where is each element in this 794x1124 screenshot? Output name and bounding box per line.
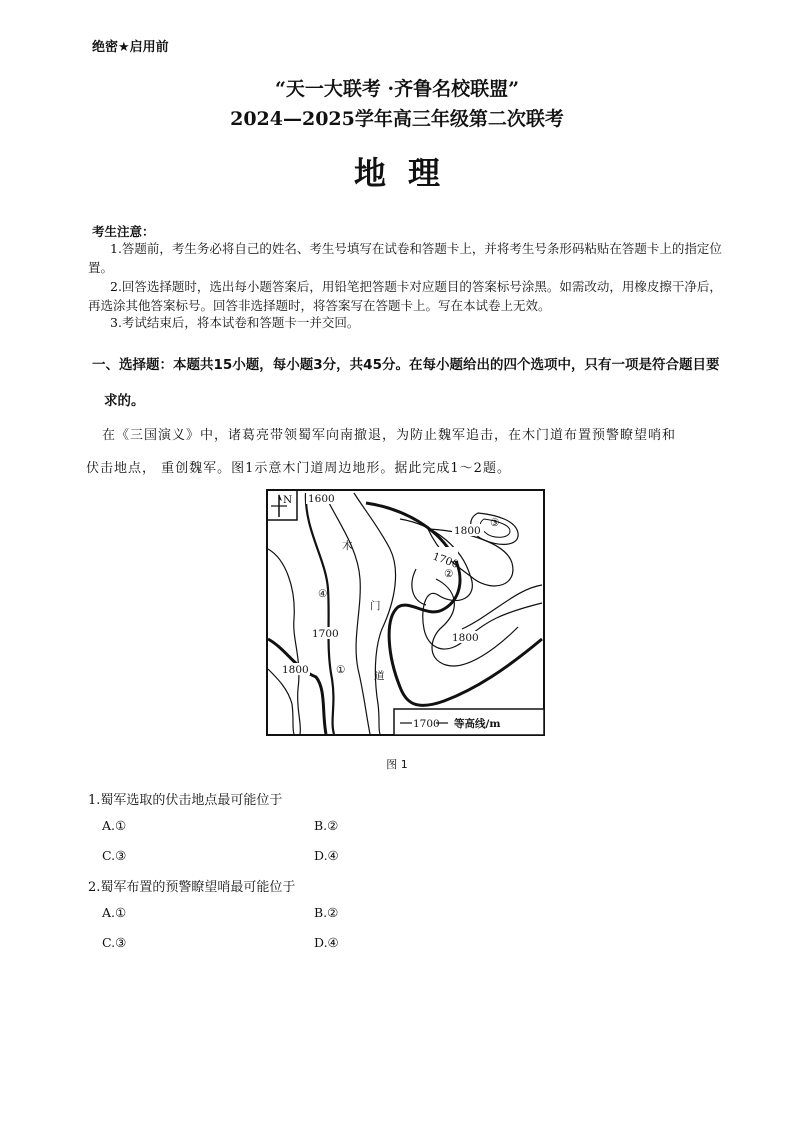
question-1-stem: 1.蜀军选取的伏击地点最可能位于 [88,793,283,808]
road-label-char: 木 [342,540,353,552]
notice-heading: 考生注意： [92,224,155,239]
question-2-option-b: B.② [314,905,339,920]
contour-label-1700: 1700 [312,628,339,640]
section-heading-cont: 求的。 [104,393,145,409]
notice-item-2: 2.回答选择题时，选出每小题答案后，用铅笔把答题卡对应题目的答案标号涂黑。如需改动，用橡皮擦干净后，再选涂其他答案标号。回答非选择题时，将答案写在答题卡上。写在本试卷上无效。 [88,279,722,313]
contour-label-1800: 1800 [282,664,309,676]
question-1-option-a: A.① [102,818,127,833]
figure-caption: 图 1 [386,758,408,771]
point-3: ③ [490,517,500,529]
question-1-option-d: D.④ [314,848,339,863]
point-2: ② [444,568,454,580]
question-1-option-b: B.② [314,818,339,833]
point-1: ① [336,664,346,676]
subject-title: 地理 [353,154,462,192]
question-2-stem: 2.蜀军布置的预警瞭望哨最可能位于 [88,880,296,895]
notice-item-3: 3.考试结束后，将本试卷和答题卡一并交回。 [110,315,360,330]
contour-label-1700: 1700 [430,550,461,571]
passage-line-2: 伏击地点， 重创魏军。图1示意木门道周边地形。据此完成1～2题。 [86,461,511,476]
question-2-option-d: D.④ [314,935,339,950]
contour-map [266,489,546,737]
map-legend [394,709,544,735]
road-label-char: 道 [374,670,385,682]
question-2-option-c: C.③ [102,935,127,950]
point-4: ④ [318,588,328,600]
contour-label-1800: 1800 [452,632,479,644]
contour-label-1800: 1800 [454,525,481,537]
notice-item-1: 1.答题前，考生务必将自己的姓名、考生号填写在试卷和答题卡上，并将考生号条形码粘贴在答题卡上的指定位置。 [88,241,722,275]
passage-line-1: 在《三国演义》中，诸葛亮带领蜀军向南撤退，为防止魏军追击，在木门道布置预警瞭望哨和 [102,428,677,443]
legend-text: 等高线/m [454,718,501,730]
legend-value: 1700 [413,718,440,730]
question-2-option-a: A.① [102,905,127,920]
question-1-option-c: C.③ [102,848,127,863]
section-heading: 一、选择题：本题共15小题，每小题3分，共45分。在每小题给出的四个选项中，只有一项是符合题目要 [92,357,720,373]
contour-label-1600: 1600 [308,493,335,505]
north-label: N [283,494,293,506]
exam-title: “天一大联考 ·齐鲁名校联盟” [274,78,520,100]
exam-subtitle: 2024—2025学年高三年级第二次联考 [230,108,564,130]
secret-label: 绝密★启用前 [92,40,169,55]
road-label-char: 门 [370,600,381,612]
